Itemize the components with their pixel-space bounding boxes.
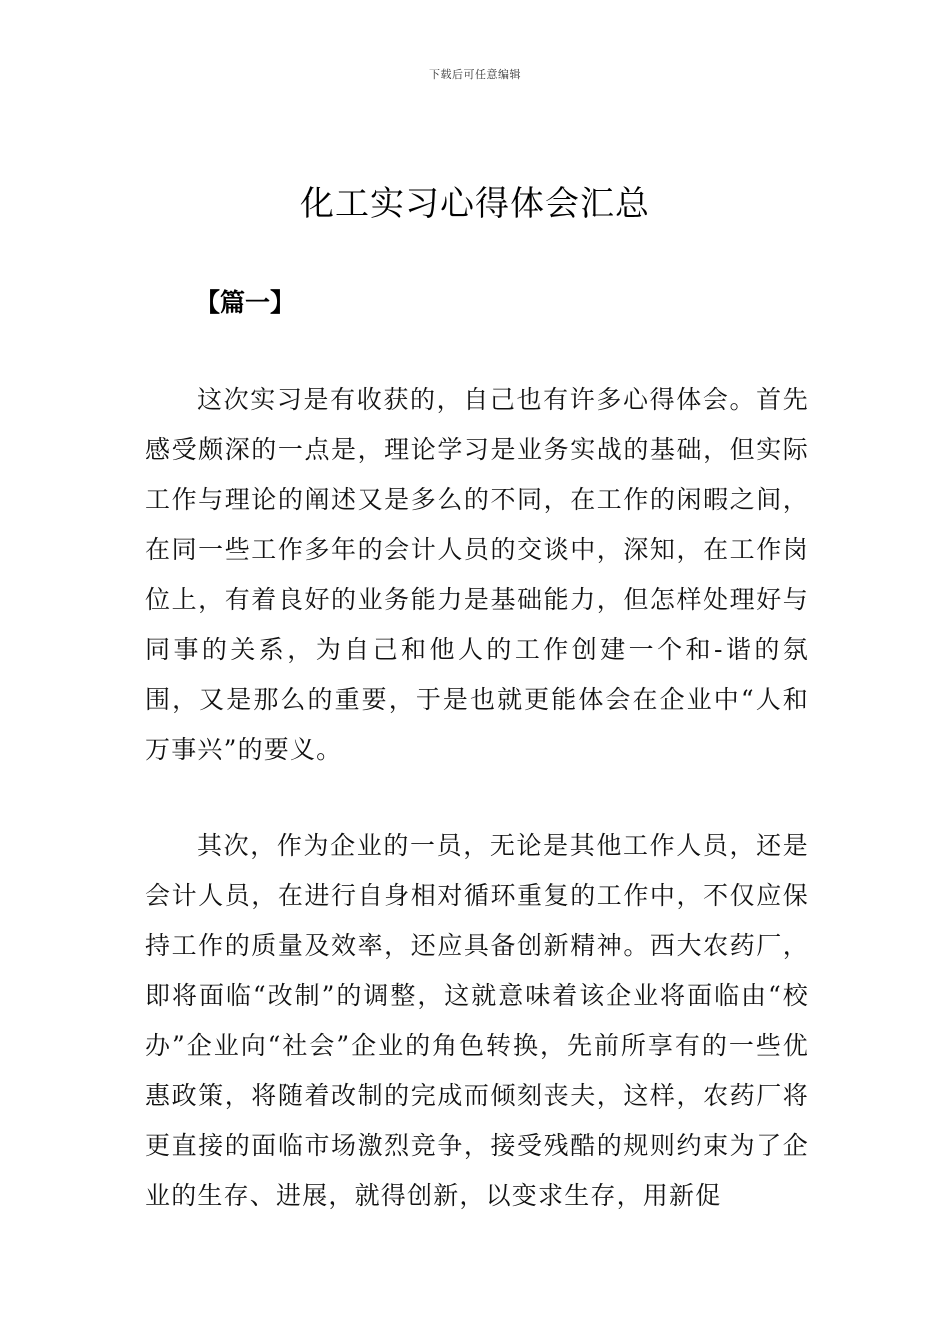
paragraph-2: 其次，作为企业的一员，无论是其他工作人员，还是会计人员，在进行自身相对循环重复的工作中，不仅应保持工作的质量及效率，还应具备创新精神。西大农药厂，即将面临“改制”的调整，这就意味着该企业将面临由“校办”企业向“社会”企业的角色转换，先前所享有的一些优惠政策，将随着改制的完成而倾刻丧夫，这样，农药厂将更直接的面临市场激烈竞争，接受残酷的规则约束为了企业的生存、进展，就得创新，以变求生存，用新促: [145, 831, 809, 1210]
document-title: 化工实习心得体会汇总: [300, 184, 650, 224]
header-note: 下载后可任意编辑: [429, 68, 521, 81]
paragraph-1: 这次实习是有收获的，自己也有许多心得体会。首先感受颇深的一点是，理论学习是业务实战的基础，但实际工作与理论的阐述又是多么的不同，在工作的闲暇之间，在同一些工作多年的会计人员的交谈中，深知，在工作岗位上，有着良好的业务能力是基础能力，但怎样处理好与同事的关系，为自己和他人的工作创建一个和-谐的氛围，又是那么的重要，于是也就更能体会在企业中“人和万事兴”的要义。: [145, 385, 809, 764]
section-label: 【篇一】: [195, 288, 296, 317]
